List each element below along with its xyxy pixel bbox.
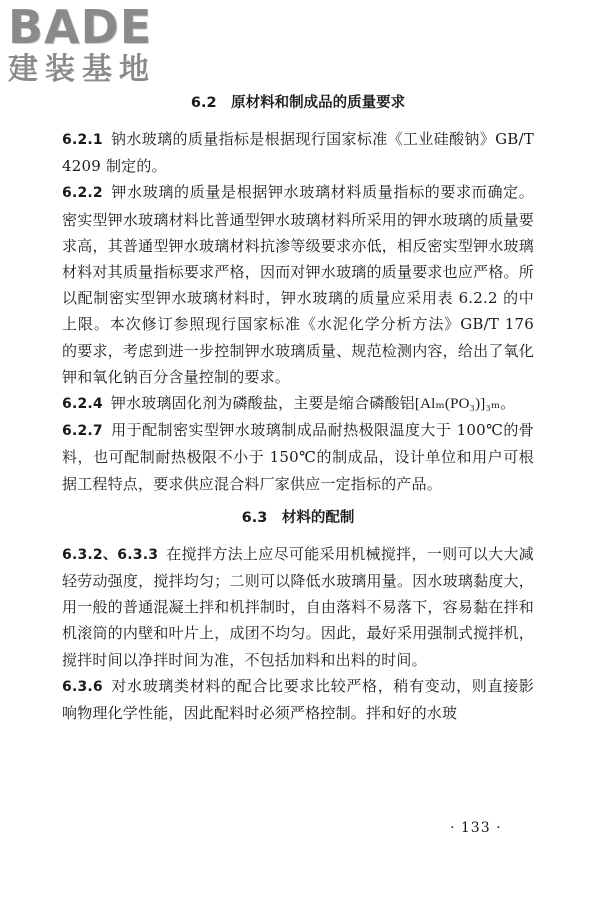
section-title: 6.3 材料的配制 (241, 509, 355, 526)
clause-text: 在搅拌方法上应尽可能采用机械搅拌，一则可以大大减轻劳动强度，搅拌均匀；二则可以降低水玻璃用量。因水玻璃黏度大，用一般的普通混凝土拌和机拌制时，自由落料不易落下，容易黏在拌和机滚筒的内壁和叶片上，成团不均匀。因此，最好采用强制式搅拌机，搅拌时间以净拌时间为准，不包括加料和出料的时间。 (62, 544, 534, 669)
clause-text: 钾水玻璃固化剂为磷酸盐，主要是缩合磷酸铝 (110, 394, 415, 413)
clause-number: 6.3.2、6.3.3 (62, 546, 159, 563)
publisher-logo (8, 0, 156, 88)
chemical-formula: [Alₘ(PO₃)]₃ₘ。 (414, 396, 516, 413)
clause-number: 6.2.4 (62, 396, 103, 413)
clause-6-3-2-6-3-3 (62, 541, 534, 673)
clause-6-2-1 (62, 126, 534, 179)
clause-number: 6.2.7 (62, 423, 103, 440)
clause-6-2-4 (62, 390, 534, 417)
section-title: 6.2 原材料和制成品的质量要求 (190, 95, 406, 111)
clause-text: 钠水玻璃的质量指标是根据现行国家标准《工业硅酸钠》GB/T 4209 制定的。 (62, 130, 534, 176)
clause-6-2-2 (62, 179, 534, 390)
logo-subtitle: 建装基地 (8, 52, 156, 87)
clause-6-3-6 (62, 673, 534, 726)
clause-text: 对水玻璃类材料的配合比要求比较严格，稍有变动，则直接影响物理化学性能，因此配料时必须严格控制。拌和好的水玻 (62, 676, 534, 723)
clause-number: 6.3.6 (62, 678, 103, 695)
clause-number: 6.2.2 (62, 185, 103, 202)
clause-text: 钾水玻璃的质量是根据钾水玻璃材料质量指标的要求而确定。密实型钾水玻璃材料比普通型钾水玻璃材料所采用的钾水玻璃的质量要求高，其普通型钾水玻璃材料抗渗等级要求亦低，相反密实型钾水玻璃材料对其质量指标要求严格，因而对钾水玻璃的质量要求也应严格。所以配制密实型钾水玻璃材料时，钾水玻璃的质量应采用表 6.2.2 的中上限。本次修订参照现行国家标准《水泥化学分析方法》GB/T 176 的要求，考虑到进一步控制钾水玻璃质量、规范检测内容，给出了氧化钾和氧化钠百分含量控制的要求。 (62, 183, 534, 386)
clause-number: 6.2.1 (62, 132, 103, 148)
page-content (62, 90, 534, 726)
logo-brand: BADE (8, 0, 153, 54)
clause-text: 用于配制密实型钾水玻璃制成品耐热极限温度大于 100℃的骨料，也可配制耐热极限不小于 150℃的制成品，设计单位和用户可根据工程特点，要求供应混合料厂家供应一定指标的产品。 (62, 421, 534, 493)
page-number: · 133 · (450, 820, 502, 836)
clause-6-2-7 (62, 417, 534, 497)
